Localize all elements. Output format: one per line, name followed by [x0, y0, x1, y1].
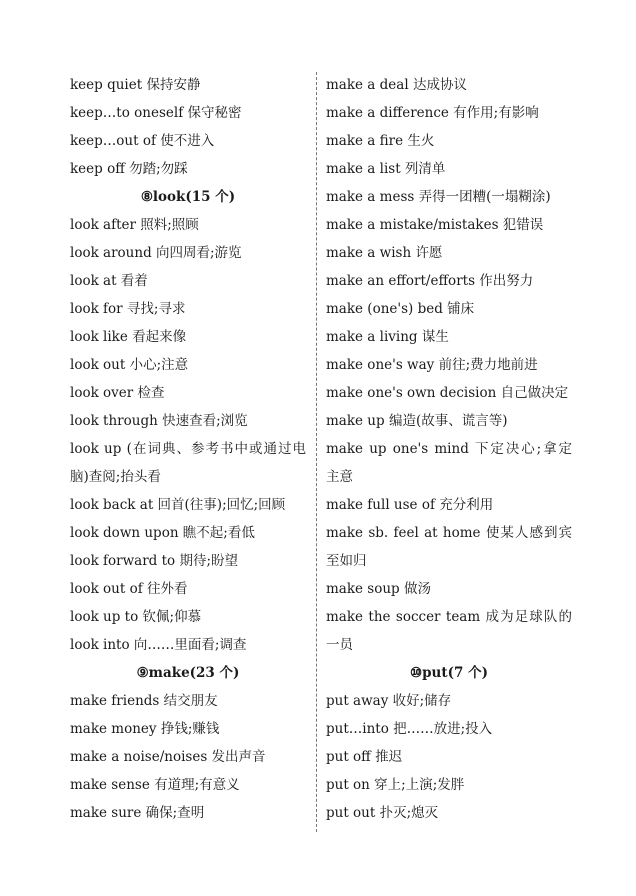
phrase-line: make soup 做汤 [326, 581, 431, 597]
phrase-line: make a living 谋生 [326, 329, 449, 345]
phrase-line: make the soccer team 成为足球队的 [326, 609, 572, 625]
left-column [70, 71, 306, 827]
phrase-line: look at 看着 [70, 273, 148, 289]
phrase-line: keep quiet 保持安静 [70, 77, 201, 93]
phrase-line: look out 小心;注意 [70, 357, 189, 373]
section-heading: ⑨make(23 个) [136, 665, 240, 681]
phrase-line: make a deal 达成协议 [326, 77, 467, 93]
phrase-line: look after 照料;照顾 [70, 217, 199, 233]
section-heading: ⑧look(15 个) [140, 189, 236, 205]
phrase-line: 至如归 [326, 553, 367, 569]
phrase-line: make an effort/efforts 作出努力 [326, 273, 534, 289]
phrase-line: make full use of 充分利用 [326, 497, 494, 513]
phrase-line: make one's way 前往;费力地前进 [326, 357, 538, 373]
phrase-line: make a mistake/mistakes 犯错误 [326, 217, 544, 233]
phrase-line: keep…out of 使不进入 [70, 133, 215, 149]
phrase-line: make (one's) bed 铺床 [326, 301, 475, 317]
phrase-line: look up (在词典、参考书中或通过电 [70, 441, 306, 457]
phrase-line: make one's own decision 自己做决定 [326, 385, 569, 401]
phrase-line: keep off 勿踏;勿踩 [70, 161, 188, 177]
phrase-line: make a fire 生火 [326, 133, 435, 149]
phrase-line: look for 寻找;寻求 [70, 301, 186, 317]
phrase-line: make a difference 有作用;有影响 [326, 105, 539, 121]
phrase-line: make friends 结交朋友 [70, 693, 218, 709]
phrase-line: look around 向四周看;游览 [70, 245, 242, 261]
phrase-line: make a mess 弄得一团糟(一塌糊涂) [326, 189, 551, 205]
phrase-line: look like 看起来像 [70, 329, 187, 345]
phrase-line: 主意 [326, 469, 353, 485]
phrase-line: look up to 钦佩;仰慕 [70, 609, 202, 625]
phrase-line: look over 检查 [70, 385, 165, 401]
phrase-line: put away 收好;储存 [326, 693, 452, 709]
phrase-line: make sure 确保;查明 [70, 805, 205, 821]
phrase-line: make sense 有道理;有意义 [70, 777, 240, 793]
phrase-line: 脑)查阅;抬头看 [70, 469, 161, 485]
phrase-line: make up 编造(故事、谎言等) [326, 413, 508, 429]
phrase-line: make up one's mind 下定决心;拿定 [326, 441, 572, 457]
phrase-line: look down upon 瞧不起;看低 [70, 525, 255, 541]
phrase-line: put on 穿上;上演;发胖 [326, 777, 465, 793]
phrase-line: put off 推迟 [326, 749, 403, 765]
phrase-line: look out of 往外看 [70, 581, 188, 597]
phrase-line: make a wish 许愿 [326, 245, 443, 261]
phrase-line: look back at 回首(往事);回忆;回顾 [70, 497, 286, 513]
phrase-line: make a list 列清单 [326, 161, 446, 177]
column-divider [316, 72, 317, 832]
phrase-line: look through 快速查看;浏览 [70, 413, 248, 429]
phrase-line: make sb. feel at home 使某人感到宾 [326, 525, 572, 541]
phrase-line: look into 向……里面看;调查 [70, 637, 247, 653]
phrase-line: put…into 把……放进;投入 [326, 721, 493, 737]
phrase-line: make money 挣钱;赚钱 [70, 721, 220, 737]
phrase-line: keep…to oneself 保守秘密 [70, 105, 242, 121]
phrase-line: look forward to 期待;盼望 [70, 553, 239, 569]
right-column [326, 71, 572, 827]
phrase-line: 一员 [326, 637, 353, 653]
section-heading: ⑩put(7 个) [410, 665, 488, 681]
phrase-line: make a noise/noises 发出声音 [70, 749, 266, 765]
phrase-line: put out 扑灭;熄灭 [326, 805, 439, 821]
